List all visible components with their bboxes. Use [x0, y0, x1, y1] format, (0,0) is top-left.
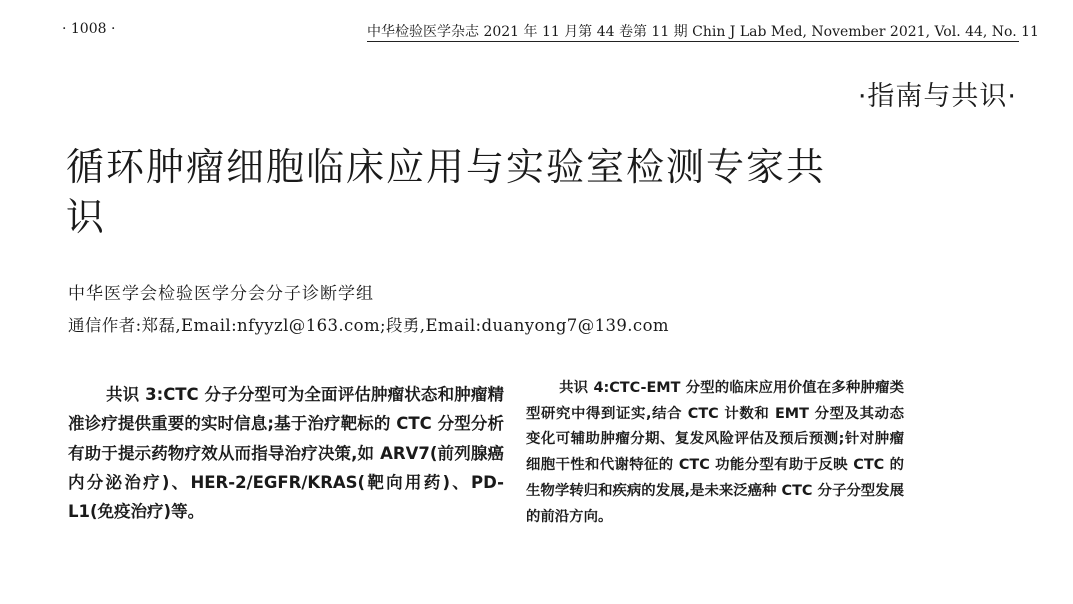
journal-header: 中华检验医学杂志 2021 年 11 月第 44 卷第 11 期 Chin J Lab Med, November 2021, Vol. 44, No. 11 [367, 24, 1039, 40]
consensus-3-paragraph: 共识 3:CTC 分子分型可为全面评估肿瘤状态和肿瘤精准诊疗提供重要的实时信息;基于治疗靶标的 CTC 分型分析有助于提示药物疗效从而指导治疗决策,如 ARV7(前列腺癌内分泌治疗)、HER-2/EGFR/KRAS(靶向用药)、PD-L1(免疫治疗)等。 [68, 385, 504, 522]
section-label: ·指南与共识· [857, 81, 1017, 112]
header-rule [367, 41, 1019, 42]
article-title: 循环肿瘤细胞临床应用与实验室检测专家共识 [66, 145, 827, 239]
consensus-4-paragraph: 共识 4:CTC-EMT 分型的临床应用价值在多种肿瘤类型研究中得到证实,结合 CTC 计数和 EMT 分型及其动态变化可辅助肿瘤分期、复发风险评估及预后预测;针对肿瘤细胞干性和代谢特征的 CTC 功能分型有助于反映 CTC 的生物学转归和疾病的发展,是未来泛癌种 CTC 分子分型发展的前沿方向。 [526, 380, 904, 525]
author-group: 中华医学会检验医学分会分子诊断学组 [68, 284, 374, 304]
correspondence-line: 通信作者:郑磊,Email:nfyyzl@163.com;段勇,Email:duanyong7@139.com [68, 316, 669, 335]
page-number: · 1008 · [62, 21, 116, 37]
